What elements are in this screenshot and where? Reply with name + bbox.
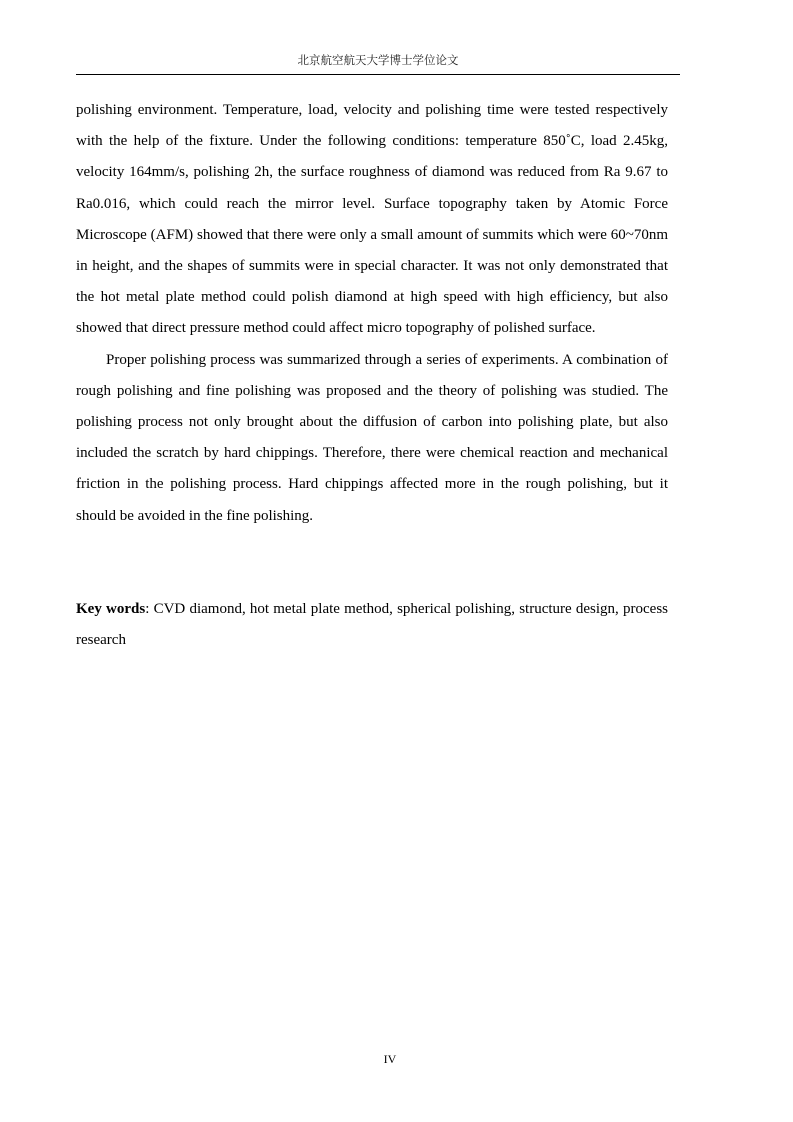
- keywords-section: [76, 594, 668, 656]
- page-header: [76, 53, 680, 75]
- keywords-separator: :: [145, 601, 154, 617]
- keywords-text: CVD diamond, hot metal plate method, spherical polishing, structure design, process research: [76, 601, 668, 649]
- abstract-body: [76, 95, 668, 532]
- abstract-paragraph-2: Proper polishing process was summarized through a series of experiments. A combination of rough polishing and fine polishing was proposed and the theory of polishing was studied. The polishing process not only brought about the diffusion of carbon into polishing plate, but also included the scratch by hard chippings. Therefore, there were chemical reaction and mechanical friction in the polishing process. Hard chippings affected more in the rough polishing, but it should be avoided in the fine polishing.: [76, 351, 668, 524]
- abstract-paragraph-1: polishing environment. Temperature, load, velocity and polishing time were tested respectively with the help of the fixture. Under the following conditions: temperature 850˚C, load 2.45kg, velocity 164mm/s, polishing 2h, the surface roughness of diamond was reduced from Ra 9.67 to Ra0.016, which could reach the mirror level. Surface topography taken by Atomic Force Microscope (AFM) showed that there were only a small amount of summits which were 60~70nm in height, and the shapes of summits were in special character. It was not only demonstrated that the hot metal plate method could polish diamond at high speed with high efficiency, but also showed that direct pressure method could affect micro topography of polished surface.: [76, 102, 668, 337]
- page-number: IV: [383, 1052, 397, 1066]
- keywords-label: Key words: [76, 601, 146, 617]
- header-title: 北京航空航天大学博士学位论文: [297, 55, 459, 67]
